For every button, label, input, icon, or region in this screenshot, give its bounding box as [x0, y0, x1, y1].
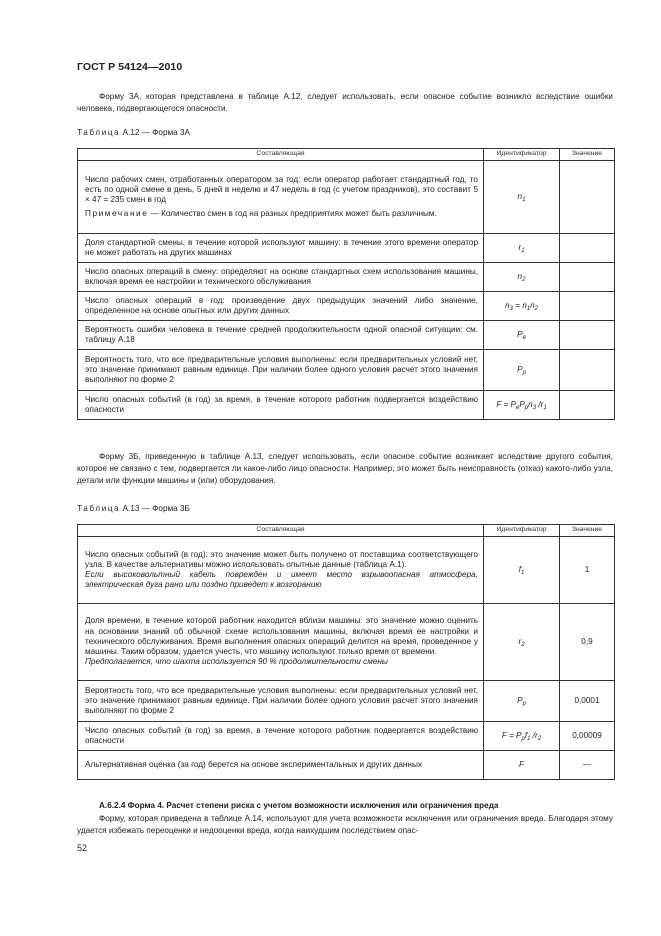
- table-row: [78, 722, 615, 751]
- table-a13-caption: [77, 503, 190, 515]
- row-value: [560, 321, 615, 350]
- table-row: [78, 681, 615, 722]
- table-row: [78, 751, 615, 780]
- page-number: 52: [77, 843, 88, 853]
- row-value: 1: [560, 537, 615, 604]
- row-value: [560, 350, 615, 391]
- table-row: [78, 292, 615, 321]
- row-value: 0,00009: [560, 722, 615, 751]
- row-value: [560, 263, 615, 292]
- row-value: [560, 292, 615, 321]
- row-example: Предполагается, что шахта используется 90 % продолжительности смены: [85, 657, 388, 667]
- intro-paragraph-3a: Форму 3А, которая представлена в таблице А.12, следует использовать, если опасное событие возникло вследствие ошибки человека, подвергающегося опасности.: [77, 92, 613, 113]
- row-example: Если высоковольтный кабель поврежден и имеет место взрывоопасная атмосфера, электрическая дуга рано или поздно приведет к возгоранию: [85, 570, 478, 590]
- table-a13: [77, 524, 615, 780]
- table-row: [78, 263, 615, 292]
- caption-rest: А.13 — Форма 3Б: [120, 504, 190, 513]
- row-description: Число рабочих смен, отработанных оператором за год: если оператор работает стандартный год, то есть по одной смене в день, 5 дней в неделю и 47 недель в год (с учетом праздников), это составит 5 × 47 = 235 смен в год Примечание — Количество смен в год на разных предприятиях может быть различным.: [78, 161, 484, 234]
- row-description: Доля времени, в течение которой работник находится вблизи машины: это значение можно оценить на основании знаний об обычной схеме использования машины, включая время ее настройки и технического обслуживания. Время выполнения опасных операций делится на время, проведенное у машины. Таким образом, удается учесть, что машину используют только время от времени. Предполагается, что шахта используется 90 % продолжительности смены: [78, 604, 484, 681]
- row-identifier: $F = P_eP_pn_3$ $/r_1$: [484, 391, 560, 420]
- table-a12-caption: [77, 127, 190, 139]
- row-note: Примечание — Количество смен в год на разных предприятиях может быть различным.: [85, 209, 437, 219]
- col-header-component: Составляющая: [78, 525, 484, 537]
- section-heading: А.6.2.4 Форма 4. Расчет степени риска с учетом возможности исключения или ограничения вреда: [99, 801, 499, 810]
- row-description: Число опасных операций в год: произведение двух предыдущих значений либо значение, определенное на основе опытных или других данных: [78, 292, 484, 321]
- row-value: —: [560, 751, 615, 780]
- table-row: [78, 350, 615, 391]
- table-row: [78, 234, 615, 263]
- col-header-identifier: Идентификатор: [484, 525, 560, 537]
- row-value: [560, 161, 615, 234]
- row-value: [560, 391, 615, 420]
- row-identifier: $n_1$: [484, 161, 560, 234]
- col-header-value: Значение: [560, 149, 615, 161]
- row-description: Доля стандартной смены, в течение которой используют машину: в течение этого времени оператор не может работать на других машинах: [78, 234, 484, 263]
- row-identifier: $P_p$: [484, 350, 560, 391]
- row-identifier: $r_1$: [484, 234, 560, 263]
- caption-prefix: Таблица: [77, 128, 121, 137]
- table-header-row: [78, 149, 615, 161]
- row-identifier: $f_1$: [484, 537, 560, 604]
- row-identifier: $P_e$: [484, 321, 560, 350]
- row-identifier: $P_p$: [484, 681, 560, 722]
- row-identifier: $n_3 = n_1n_2$: [484, 292, 560, 321]
- row-identifier: $F = P_pf_1$ $/r_2$: [484, 722, 560, 751]
- row-identifier: $n_2$: [484, 263, 560, 292]
- row-value: 0,0001: [560, 681, 615, 722]
- row-value: 0,9: [560, 604, 615, 681]
- table-row: [78, 537, 615, 604]
- table-row: [78, 391, 615, 420]
- row-value: [560, 234, 615, 263]
- row-description: Число опасных событий (в год): это значение может быть получено от поставщика соответствующего узла. В качестве альтернативы можно использовать опытные данные (таблица А.1). Если высоковольтный кабель поврежден и имеет место взрывоопасная атмосфера, электрическая дуга рано или поздно приведет к возгоранию: [78, 537, 484, 604]
- table-row: [78, 604, 615, 681]
- row-description: Вероятность того, что все предварительные условия выполнены: если предварительных условий нет, это значение принимают равным единице. При наличии более одного условия расчет этого значения выполняют по форме 2: [78, 681, 484, 722]
- row-description: Альтернативная оценка (за год) берется на основе экспериментальных и других данных: [78, 751, 484, 780]
- caption-prefix: Таблица: [77, 504, 121, 513]
- standard-header: ГОСТ Р 54124—2010: [77, 61, 183, 73]
- table-row: [78, 161, 615, 234]
- row-identifier: F: [484, 751, 560, 780]
- col-header-component: Составляющая: [78, 149, 484, 161]
- table-a12: [77, 148, 615, 420]
- col-header-identifier: Идентификатор: [484, 149, 560, 161]
- table-header-row: [78, 525, 615, 537]
- table-row: [78, 321, 615, 350]
- row-description: Число опасных событий (в год) за время, в течение которого работник подвергается воздействию опасности: [78, 391, 484, 420]
- row-description: Вероятность того, что все предварительные условия выполнены: если предварительных условий нет, это значение принимают равным единице. При наличии более одного условия расчет этого значения выполняют по форме 2: [78, 350, 484, 391]
- intro-paragraph-3b: Форму 3Б, приведенную в таблице А.13, следует использовать, если опасное событие возникает вследствие другого события, которое не связано с тем, подвергается ли какое-либо лицо опасности. Например, это может быть неисправность (отказ) какого-либо узла, детали или функции машины и (или) оборудования.: [77, 452, 613, 485]
- col-header-value: Значение: [560, 525, 615, 537]
- row-description: Вероятность ошибки человека в течение средней продолжительности одной опасной ситуации: см. таблицу А.18: [78, 321, 484, 350]
- row-identifier: $r_2$: [484, 604, 560, 681]
- row-description: Число опасных операций в смену: определяют на основе стандартных схем использования машины, включая время ее настройки и технического обслуживания: [78, 263, 484, 292]
- caption-rest: А.12 — Форма 3А: [120, 128, 190, 137]
- row-description: Число опасных событий (в год) за время, в течение которого работник подвергается воздействию опасности: [78, 722, 484, 751]
- closing-paragraph: Форму, которая приведена в таблице А.14, используют для учета возможности исключения или ограничения вреда. Благодаря этому удается избежать переоценки и недооценки вреда, когда наихудшим последствием опас-: [77, 814, 613, 835]
